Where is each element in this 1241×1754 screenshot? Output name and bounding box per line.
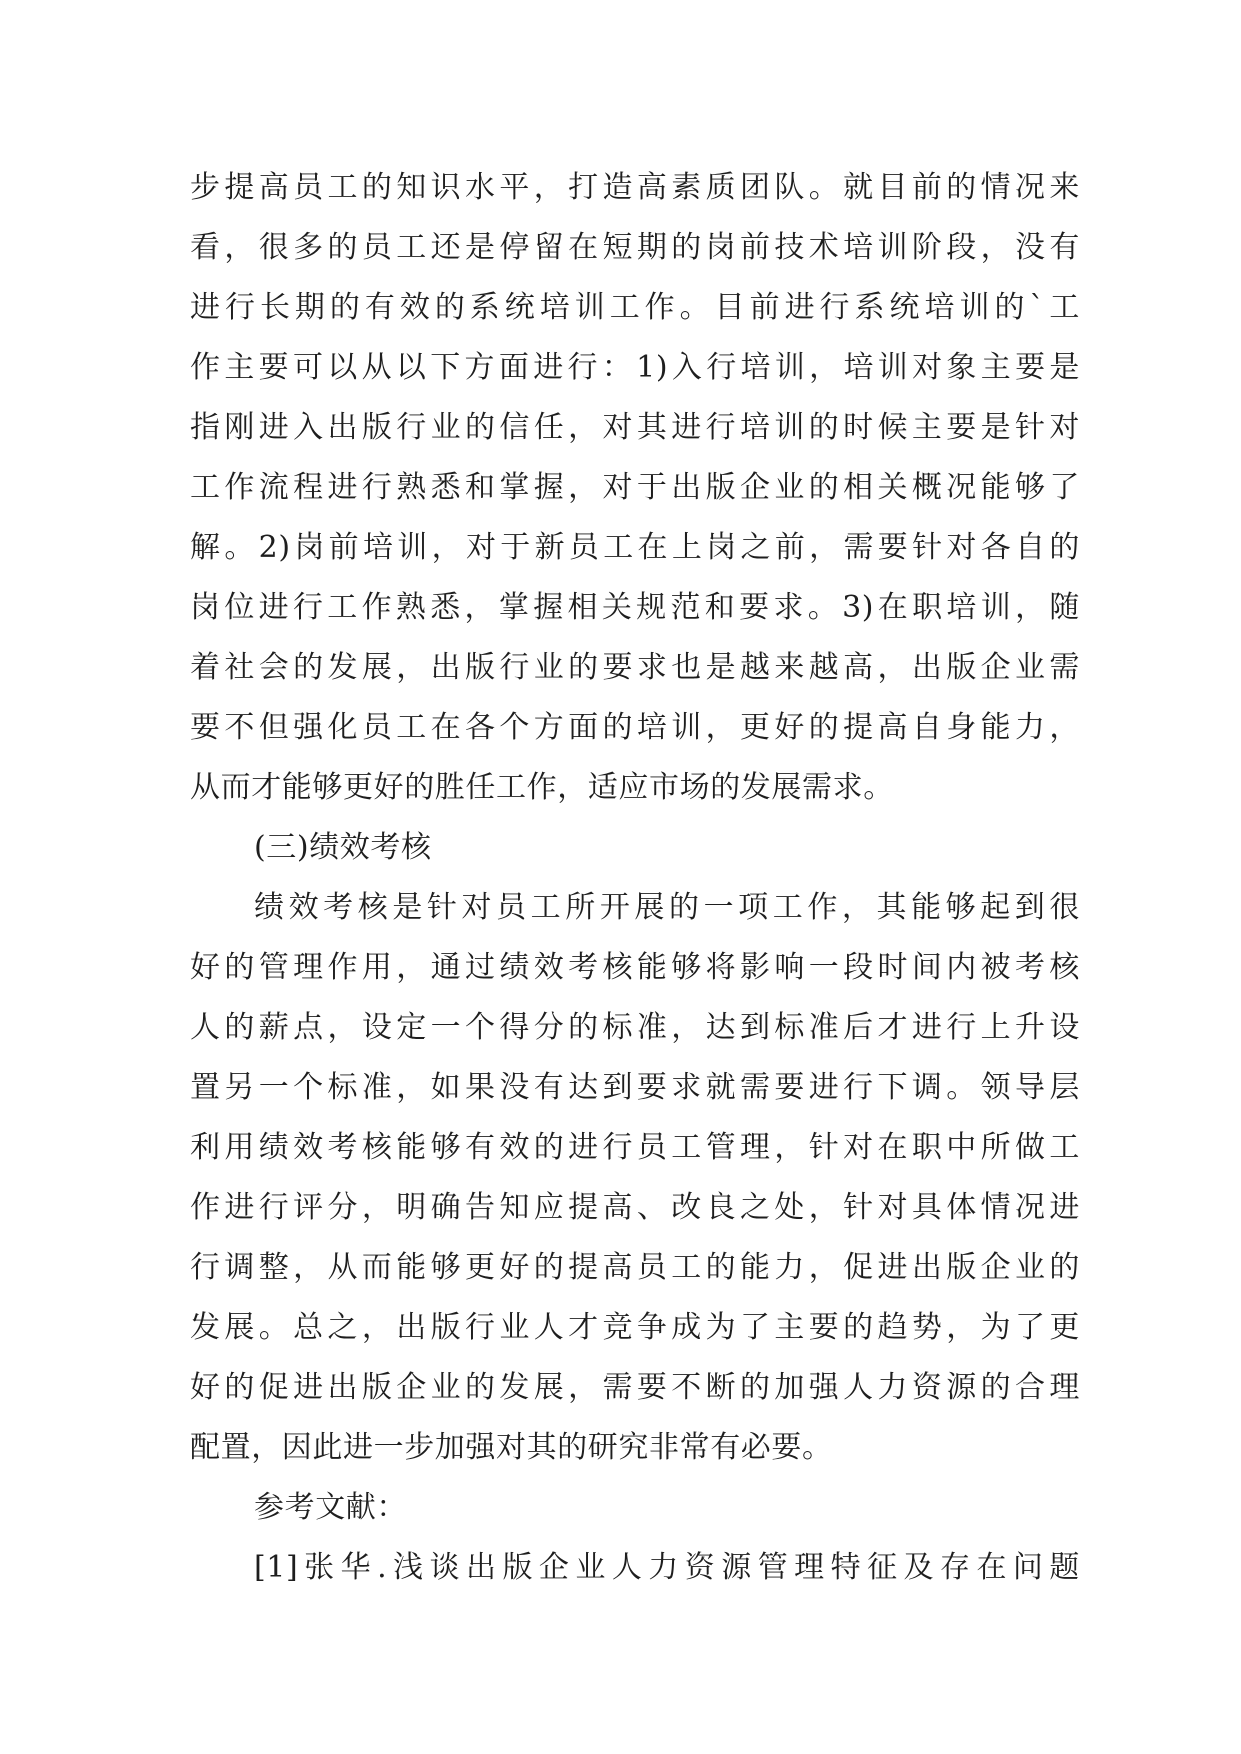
text-line: 好的促进出版企业的发展，需要不断的加强人力资源的合理 [190,1370,1080,1405]
document-body [190,158,1080,1598]
text-line: 作进行评分，明确告知应提高、改良之处，针对具体情况进 [190,1190,1080,1225]
text-line: 绩效考核是针对员工所开展的一项工作，其能够起到很 [254,890,1080,925]
text-line: 置另一个标准，如果没有达到要求就需要进行下调。领导层 [190,1070,1080,1105]
text-line: 发展。总之，出版行业人才竞争成为了主要的趋势，为了更 [190,1310,1080,1345]
section-heading: (三)绩效考核 [254,830,432,865]
paragraph-training [190,158,1080,818]
text-line: 配置，因此进一步加强对其的研究非常有必要。 [190,1430,833,1465]
text-line: 好的管理作用，通过绩效考核能够将影响一段时间内被考核 [190,950,1080,985]
text-line: 岗位进行工作熟悉，掌握相关规范和要求。3)在职培训，随 [190,590,1080,625]
text-line: 行调整，从而能够更好的提高员工的能力，促进出版企业的 [190,1250,1080,1285]
text-line: 解。2)岗前培训，对于新员工在上岗之前，需要针对各自的 [190,530,1080,565]
text-line: 作主要可以从以下方面进行：1)入行培训，培训对象主要是 [190,350,1080,385]
text-line: 要不但强化员工在各个方面的培训，更好的提高自身能力， [190,710,1080,745]
text-line: 进行长期的有效的系统培训工作。目前进行系统培训的`工 [190,290,1080,325]
paragraph-performance-review [190,878,1080,1478]
reference-item: [1]张华.浅谈出版企业人力资源管理特征及存在问题 [254,1550,1080,1585]
text-line: 工作流程进行熟悉和掌握，对于出版企业的相关概况能够了 [190,470,1080,505]
references-heading: 参考文献： [254,1490,407,1525]
text-line: 看，很多的员工还是停留在短期的岗前技术培训阶段，没有 [190,230,1080,265]
text-line: 着社会的发展，出版行业的要求也是越来越高，出版企业需 [190,650,1080,685]
text-line: 从而才能够更好的胜任工作，适应市场的发展需求。 [190,770,894,805]
text-line: 人的薪点，设定一个得分的标准，达到标准后才进行上升设 [190,1010,1080,1045]
text-line: 指刚进入出版行业的信任，对其进行培训的时候主要是针对 [190,410,1080,445]
text-line: 步提高员工的知识水平，打造高素质团队。就目前的情况来 [190,170,1080,205]
text-line: 利用绩效考核能够有效的进行员工管理，针对在职中所做工 [190,1130,1080,1165]
